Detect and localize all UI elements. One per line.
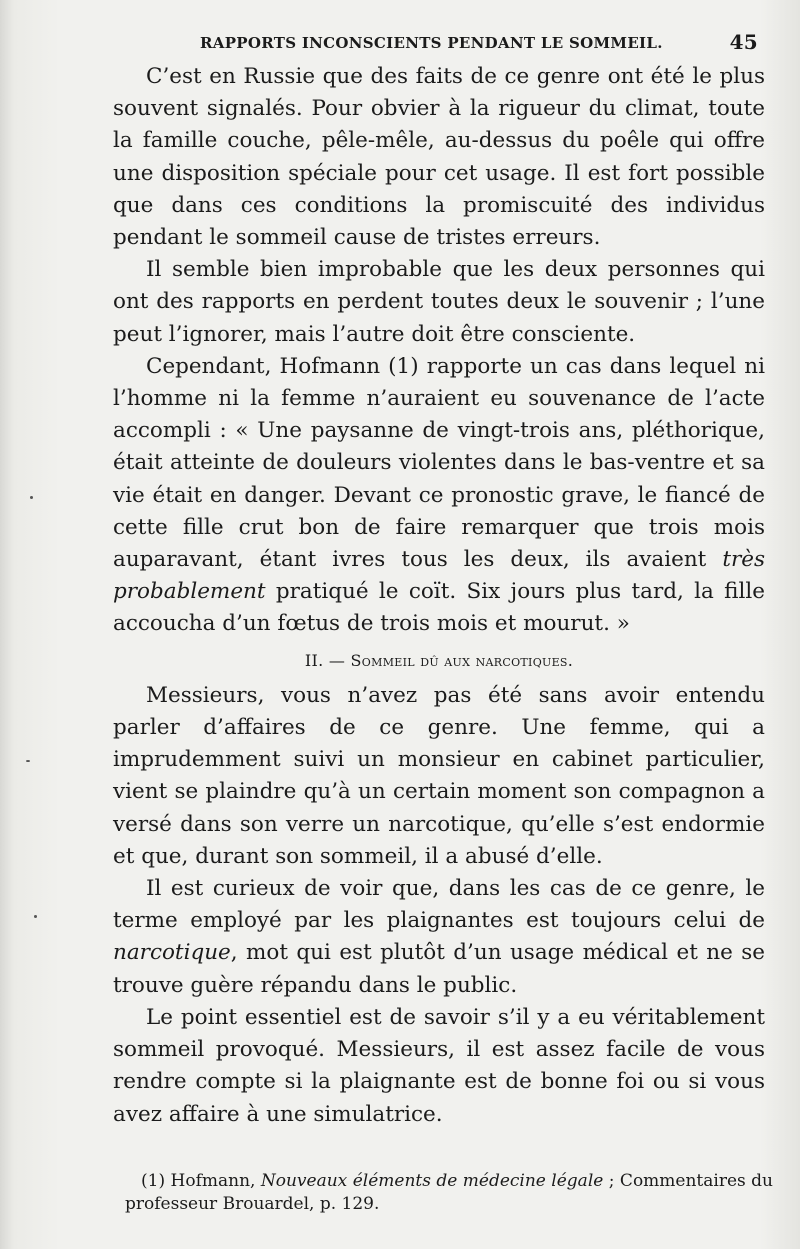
section-heading bbox=[113, 645, 765, 677]
paragraph-text: pratiqué le coït. Six jours plus tard, la fille accoucha d’un fœtus de trois mois et mourut. » bbox=[113, 579, 765, 637]
paragraph: C’est en Russie que des faits de ce genre ont été le plus souvent signalés. Pour obvier à la rigueur du climat, toute la famille couche, pêle-mêle, au-dessus du poêle qui offre une disposition spéciale pour cet usage. Il est fort possible que dans ces conditions la promiscuité des individus pendant le sommeil cause de tristes erreurs. bbox=[113, 64, 765, 251]
footnote-lead: (1) Hofmann, bbox=[141, 1171, 261, 1191]
footnote-text bbox=[125, 1170, 773, 1216]
page-number: 45 bbox=[729, 30, 758, 54]
section-number: II. — bbox=[304, 650, 351, 670]
scan-speck bbox=[34, 915, 37, 918]
paragraph bbox=[113, 873, 765, 1002]
scan-speck bbox=[30, 496, 33, 499]
paragraph-text: , mot qui est plutôt d’un usage médical et ne se trouve guère répandu dans le public. bbox=[113, 940, 765, 998]
running-header bbox=[200, 30, 760, 56]
section-title: Sommeil dû aux narcotiques. bbox=[350, 650, 574, 670]
running-title: RAPPORTS INCONSCIENTS PENDANT LE SOMMEIL. bbox=[200, 34, 663, 52]
paragraph: Le point essentiel est de savoir s’il y a eu véritablement sommeil provoqué. Messieurs, il est assez facile de vous rendre compte si la plaignante est de bonne foi ou si vous avez affaire à une simulatrice. bbox=[113, 1004, 765, 1127]
paragraph-text: Il est curieux de voir que, dans les cas de ce genre, le terme employé par les plaignantes est toujours celui de bbox=[113, 876, 765, 934]
footnote-rest: ; Commentaires du professeur Brouardel, p. 129. bbox=[125, 1171, 774, 1214]
paragraph: Il semble bien improbable que les deux personnes qui ont des rapports en perdent toutes deux le souvenir ; l’une peut l’ignorer, mais l’autre doit être consciente. bbox=[113, 257, 765, 347]
emphasis-text: narcotique bbox=[113, 940, 231, 966]
body-text bbox=[113, 61, 765, 1131]
paragraph-text: Cependant, Hofmann (1) rapporte un cas dans lequel ni l’homme ni la femme n’auraient eu souvenance de l’acte accompli : « Une paysanne de vingt-trois ans, pléthorique, était atteinte de douleurs violentes dans le bas-ventre et sa vie était en danger. Devant ce pronostic grave, le fiancé de cette fille crut bon de faire remarquer que trois mois auparavant, étant ivres tous les deux, ils avaient bbox=[113, 353, 765, 573]
scan-speck bbox=[26, 760, 30, 762]
paragraph: Messieurs, vous n’avez pas été sans avoir entendu parler d’affaires de ce genre. Une femme, qui a imprudemment suivi un monsieur en cabinet particulier, vient se plaindre qu’à un certain moment son compagnon a versé dans son verre un narcotique, qu’elle s’est endormie et que, durant son sommeil, il a abusé d’elle. bbox=[113, 682, 765, 869]
footnote-title: Nouveaux éléments de médecine légale bbox=[260, 1171, 604, 1191]
emphasis-text: très probablement bbox=[113, 547, 765, 605]
paragraph bbox=[113, 351, 765, 641]
footnote bbox=[125, 1170, 773, 1216]
